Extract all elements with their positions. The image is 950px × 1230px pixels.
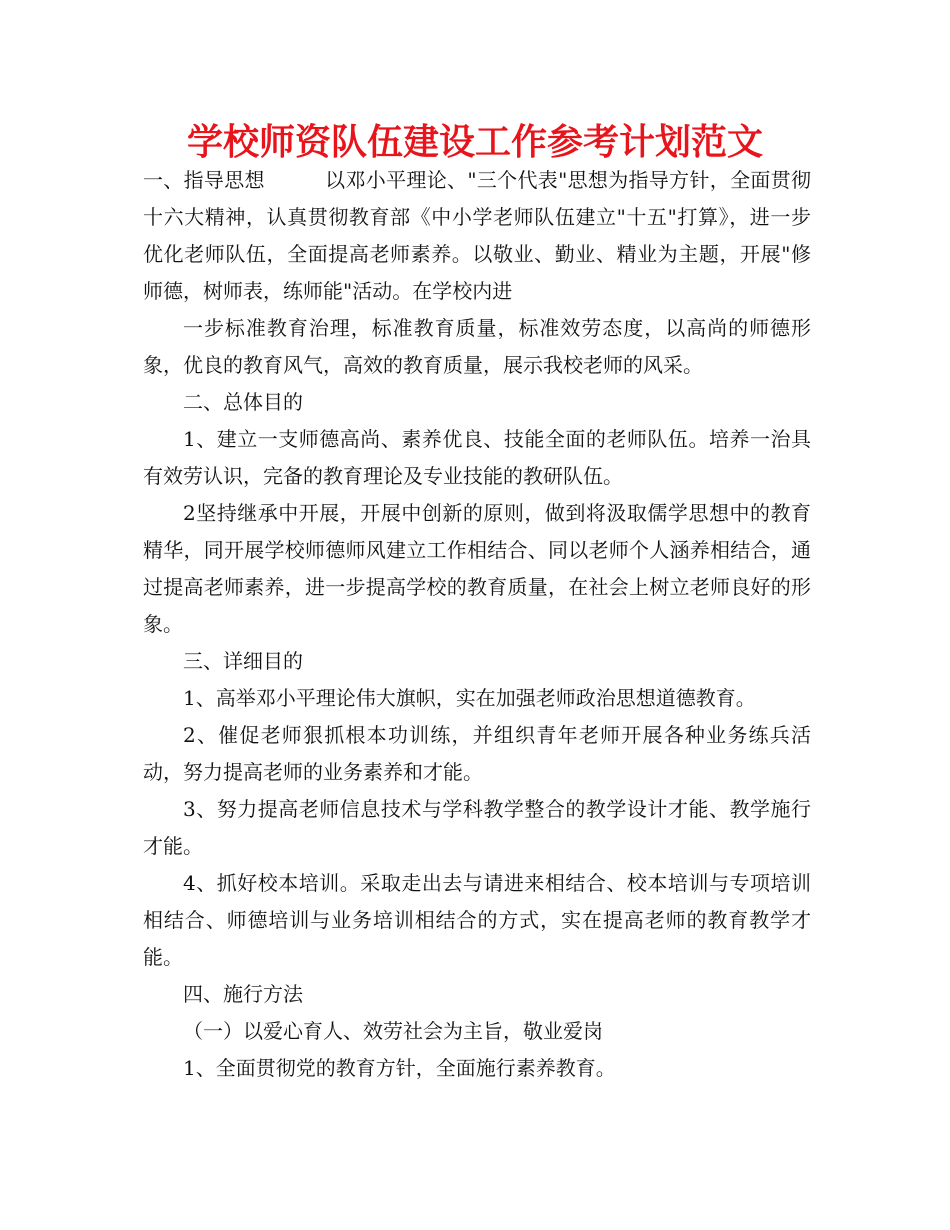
paragraph-guiding-thought [143,162,811,310]
section-heading-2: 二、总体目的 [183,390,303,414]
paragraph-guiding-continued: 一步标准教育治理，标准教育质量，标准效劳态度，以高尚的师德形象，优良的教育风气，高效的教育质量，展示我校老师的风采。 [143,316,811,377]
section-heading-1: 一、指导思想 [143,168,265,192]
paragraph-detail-4: 4、抓好校本培训。采取走出去与请进来相结合、校本培训与专项培训相结合、师德培训与业务培训相结合的方式，实在提高老师的教育教学才能。 [143,871,811,969]
paragraph-detail-2: 2、催促老师狠抓根本功训练，并组织青年老师开展各种业务练兵活动，努力提高老师的业务素养和才能。 [143,723,811,784]
section-heading-3: 三、详细目的 [183,649,303,673]
paragraph-goal-2: 2坚持继承中开展，开展中创新的原则，做到将汲取儒学思想中的教育精华，同开展学校师德师风建立工作相结合、同以老师个人涵养相结合，通过提高老师素养，进一步提高学校的教育质量，在社会上树立老师良好的形象。 [143,501,811,636]
section-heading-4: 四、施行方法 [183,982,303,1006]
section-text-1: 以邓小平理论、"三个代表"思想为指导方针，全面贯彻十六大精神，认真贯彻教育部《中小学老师队伍建立"十五"打算》，进一步优化老师队伍，全面提高老师素养。以敬业、勤业、精业为主题，开展"修师德，树师表，练师能"活动。在学校内进 [143,168,811,303]
paragraph-goal-1: 1、建立一支师德高尚、素养优良、技能全面的老师队伍。培养一治具有效劳认识，完备的教育理论及专业技能的教研队伍。 [143,427,811,488]
subsection-heading-1: （一）以爱心育人、效劳社会为主旨，敬业爱岗 [183,1019,603,1043]
paragraph-detail-1: 1、高举邓小平理论伟大旗帜，实在加强老师政治思想道德教育。 [183,686,756,710]
document-title: 学校师资队伍建设工作参考计划范文 [186,122,763,163]
document-body [143,162,811,1087]
paragraph-method-1: 1、全面贯彻党的教育方针，全面施行素养教育。 [183,1056,616,1080]
paragraph-detail-3: 3、努力提高老师信息技术与学科教学整合的教学设计才能、教学施行才能。 [143,797,811,858]
